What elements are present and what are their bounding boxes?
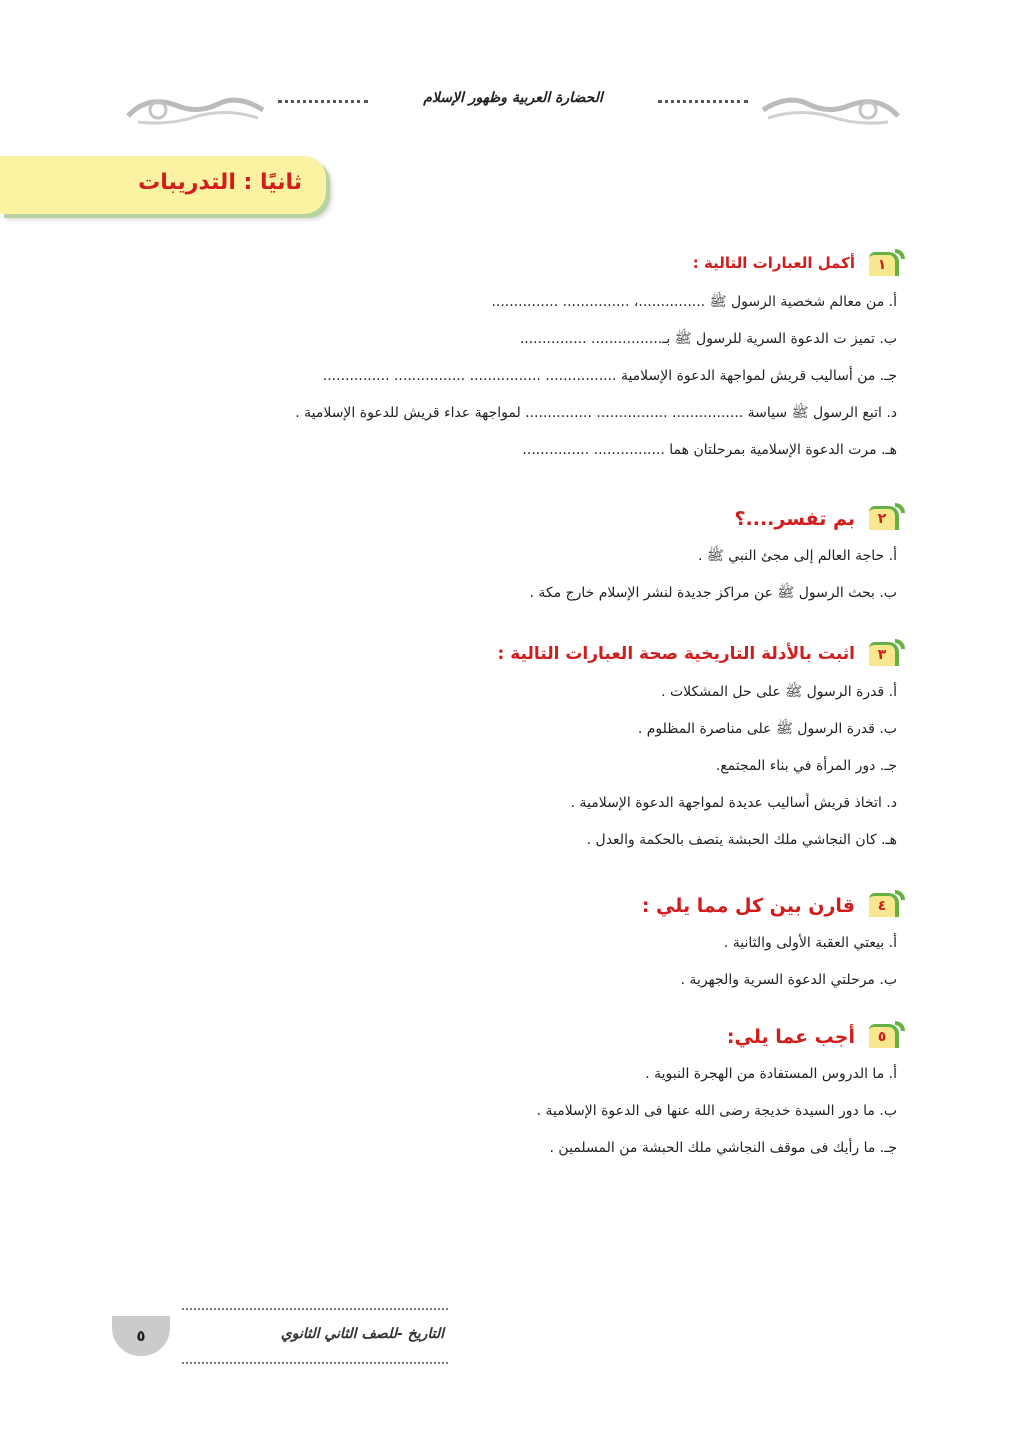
section-title: بم تفسر....؟ [734,508,855,530]
header-title: الحضارة العربية وظهور الإسلام [423,90,603,106]
list-item: جـ. ما رأيك فى موقف النجاشي ملك الحبشة من المسلمين . [549,1140,897,1156]
section-number-badge: ١ [869,252,899,276]
footer-dots-bottom [182,1362,448,1364]
list-item: أ. حاجة العالم إلى مجئ النبي ﷺ . [698,548,897,564]
list-item: ب. ما دور السيدة خديجة رضى الله عنها فى الدعوة الإسلامية . [536,1103,897,1119]
list-item: أ. ما الدروس المستفادة من الهجرة النبوية . [645,1066,897,1082]
exercise-section-4 [120,893,899,1007]
footer-dots-top [182,1308,448,1310]
exercise-section-1 [120,252,899,477]
list-item: جـ. دور المرأة في بناء المجتمع. [715,758,897,774]
footer-text: التاريخ -للصف الثاني الثانوي [280,1326,444,1342]
banner-title: ثانيًا : التدريبات [138,170,302,195]
list-item: ب. تميز ت الدعوة السرية للرسول ﷺ بـ................ ............... [519,331,897,347]
list-item: هـ. كان النجاشي ملك الحبشة يتصف بالحكمة والعدل . [586,832,897,848]
exercise-section-2 [120,506,899,620]
list-item: أ. من معالم شخصية الرسول ﷺ ...............، ............... ............... [491,294,897,310]
list-item: أ. بيعتي العقبة الأولى والثانية . [723,935,897,951]
exercise-section-3 [120,642,899,867]
list-item: أ. قدرة الرسول ﷺ على حل المشكلات . [661,684,897,700]
section-number-badge: ٥ [869,1024,899,1048]
page-footer [112,1306,448,1370]
list-item: ب. قدرة الرسول ﷺ على مناصرة المظلوم . [637,721,897,737]
ornament-right-icon [758,86,908,132]
section-number-badge: ٣ [869,642,899,666]
section-number-badge: ٤ [869,893,899,917]
section-number-badge: ٢ [869,506,899,530]
page-number: ٥ [112,1316,170,1356]
header-dots-right [658,100,748,103]
page-header [118,86,908,132]
list-item: د. اتخاذ قريش أساليب عديدة لمواجهة الدعوة الإسلامية . [570,795,897,811]
section-title: اثبت بالأدلة التاريخية صحة العبارات التالية : [497,644,855,664]
section-title: أجب عما يلي: [726,1026,855,1048]
exercise-section-5 [120,1024,899,1175]
section-banner [0,156,326,214]
list-item: ب. مرحلتي الدعوة السرية والجهرية . [680,972,897,988]
list-item: د. اتبع الرسول ﷺ سياسة ................ ................ ............... لمواجهة عداء قريش للدعوة الإسلامية . [295,405,897,421]
section-title: قارن بين كل مما يلي : [641,895,855,917]
section-title: أكمل العبارات التالية : [692,254,855,272]
list-item: جـ. من أساليب قريش لمواجهة الدعوة الإسلامية ................ ................ ................ ............... [322,368,897,384]
list-item: هـ. مرت الدعوة الإسلامية بمرحلتان هما ................ ............... [522,442,897,458]
list-item: ب. بحث الرسول ﷺ عن مراكز جديدة لنشر الإسلام خارج مكة . [529,585,897,601]
